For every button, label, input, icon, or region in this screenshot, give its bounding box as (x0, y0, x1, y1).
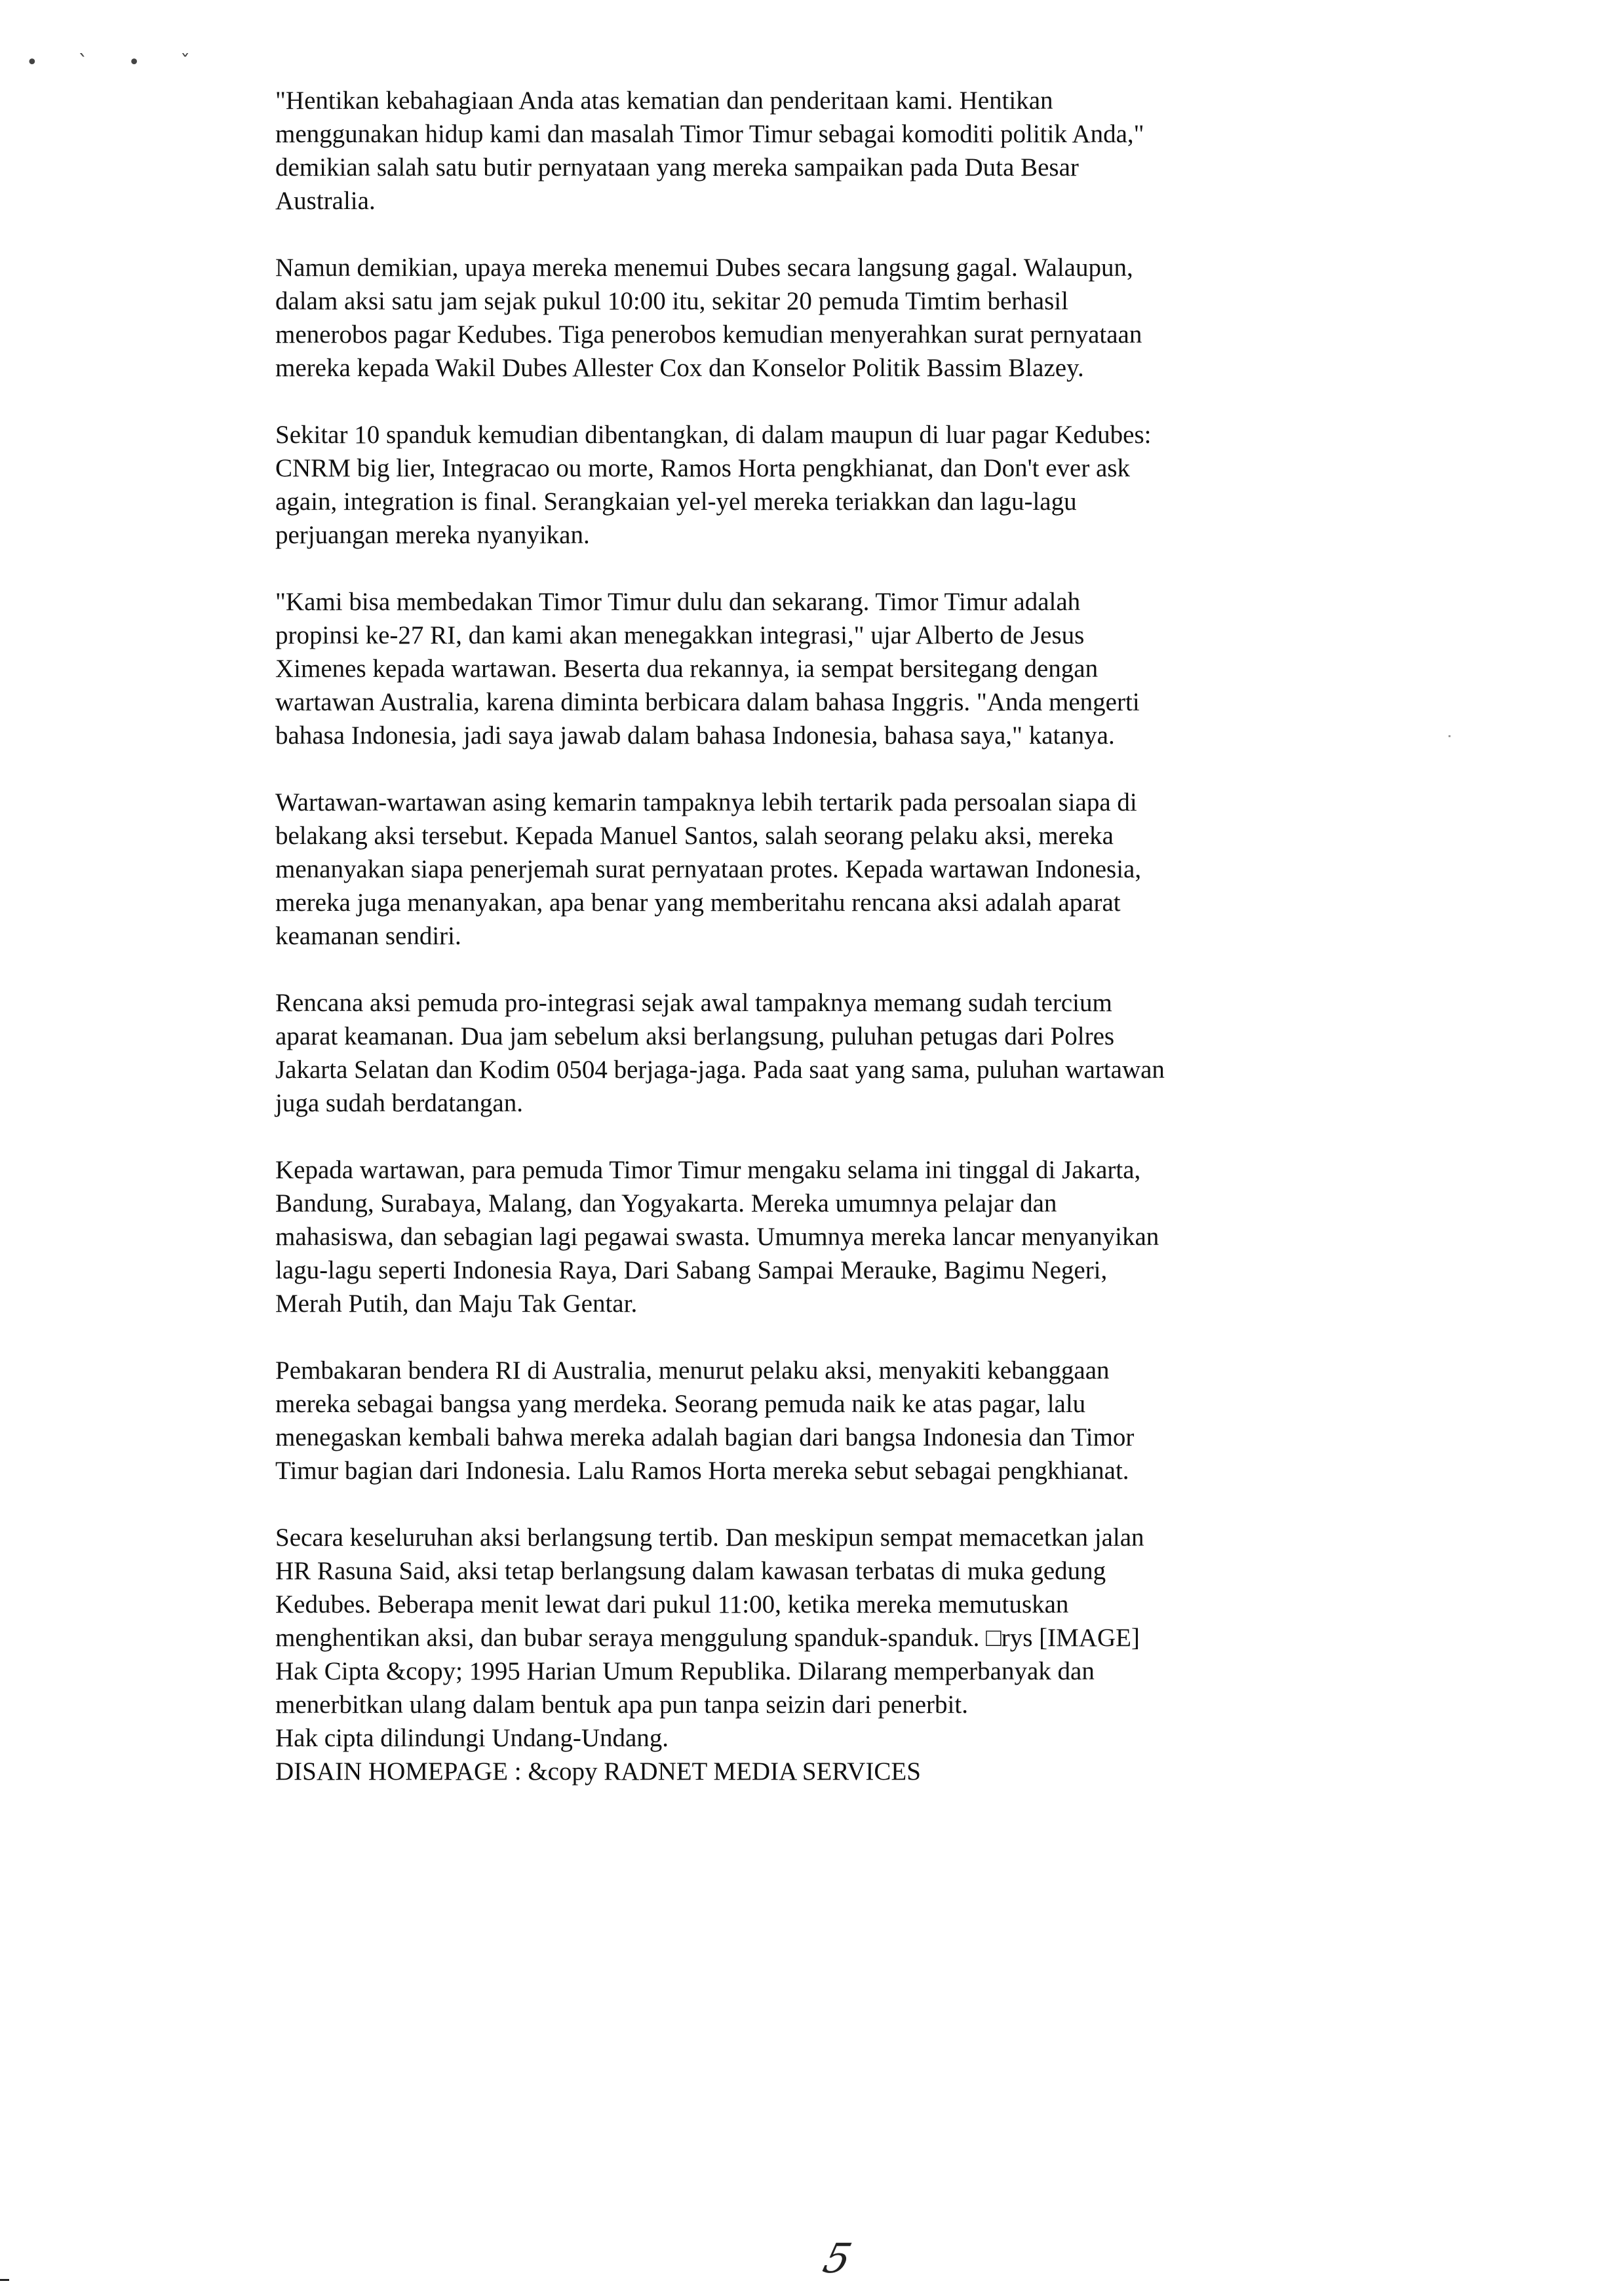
edge-mark (0, 2279, 9, 2281)
paragraph-9: Secara keseluruhan aksi berlangsung tertib. Dan meskipun sempat memacetkan jalan HR Rasuna Said, aksi tetap berlangsung dalam kawasan terbatas di muka gedung Kedubes. Beberapa menit lewat dari pukul 11:00, ketika mereka memutuskan menghentikan aksi, dan bubar seraya menggulung spanduk-spanduk. □rys [IMAGE] (275, 1523, 1144, 1652)
scan-speck (1449, 735, 1450, 737)
paragraph-7: Kepada wartawan, para pemuda Timor Timur mengaku selama ini tinggal di Jakarta, Bandung, Surabaya, Malang, dan Yogyakarta. Mereka umumnya pelajar dan mahasiswa, dan sebagian lagi pegawai swasta. Umumnya mereka lancar menyanyikan lagu-lagu seperti Indonesia Raya, Dari Sabang Sampai Merauke, Bagimu Negeri, Merah Putih, dan Maju Tak Gentar. (275, 1156, 1159, 1318)
paragraph-2: Namun demikian, upaya mereka menemui Dubes secara langsung gagal. Walaupun, dalam aksi satu jam sejak pukul 10:00 itu, sekitar 20 pemuda Timtim berhasil menerobos pagar Kedubes. Tiga penerobos kemudian menyerahkan surat pernyataan mereka kepada Wakil Dubes Allester Cox dan Konselor Politik Bassim Blazey. (275, 254, 1142, 382)
paragraph-6: Rencana aksi pemuda pro-integrasi sejak awal tampaknya memang sudah tercium aparat keamanan. Dua jam sebelum aksi berlangsung, puluhan petugas dari Polres Jakarta Selatan dan Kodim 0504 berjaga-jaga. Pada saat yang sama, puluhan wartawan juga sudah berdatangan. (275, 989, 1165, 1117)
paragraph-4: "Kami bisa membedakan Timor Timur dulu dan sekarang. Timor Timur adalah propinsi ke-27 RI, dan kami akan menegakkan integrasi," ujar Alberto de Jesus Ximenes kepada wartawan. Beserta dua rekannya, ia sempat bersitegang dengan wartawan Australia, karena diminta berbicara dalam bahasa Inggris. "Anda mengerti bahasa Indonesia, jadi saya jawab dalam bahasa Indonesia, bahasa saya," katanya. (275, 588, 1140, 750)
protection-notice: Hak cipta dilindungi Undang-Undang. (275, 1724, 669, 1752)
paragraph-1: "Hentikan kebahagiaan Anda atas kematian dan penderitaan kami. Hentikan menggunakan hidup kami dan masalah Timor Timur sebagai komoditi politik Anda," demikian salah satu butir pernyataan yang mereka sampaikan pada Duta Besar Australia. (275, 86, 1144, 215)
paragraph-5: Wartawan-wartawan asing kemarin tampaknya lebih tertarik pada persoalan siapa di belakang aksi tersebut. Kepada Manuel Santos, salah seorang pelaku aksi, mereka menanyakan siapa penerjemah surat pernyataan protes. Kepada wartawan Indonesia, mereka juga menanyakan, apa benar yang memberitahu rencana aksi adalah aparat keamanan sendiri. (275, 788, 1142, 950)
design-credit: DISAIN HOMEPAGE : &copy RADNET MEDIA SERVICES (275, 1757, 921, 1786)
article-body (275, 84, 1167, 1788)
paragraph-8: Pembakaran bendera RI di Australia, menurut pelaku aksi, menyakiti kebanggaan mereka sebagai bangsa yang merdeka. Seorang pemuda naik ke atas pagar, lalu menegaskan kembali bahwa mereka adalah bagian dari bangsa Indonesia dan Timor Timur bagian dari Indonesia. Lalu Ramos Horta mereka sebut sebagai pengkhianat. (275, 1356, 1135, 1485)
paragraph-3: Sekitar 10 spanduk kemudian dibentangkan, di dalam maupun di luar pagar Kedubes: CNRM big lier, Integracao ou morte, Ramos Horta pengkhianat, dan Don't ever ask again, integration is final. Serangkaian yel-yel mereka teriakkan dan lagu-lagu perjuangan mereka nyanyikan. (275, 421, 1152, 549)
copyright-notice: Hak Cipta &copy; 1995 Harian Umum Republika. Dilarang memperbanyak dan menerbitkan ulang dalam bentuk apa pun tanpa seizin dari penerbit. (275, 1657, 1095, 1719)
margin-marks: • ` • ˇ (26, 51, 207, 74)
page-number: 5 (818, 2234, 857, 2282)
